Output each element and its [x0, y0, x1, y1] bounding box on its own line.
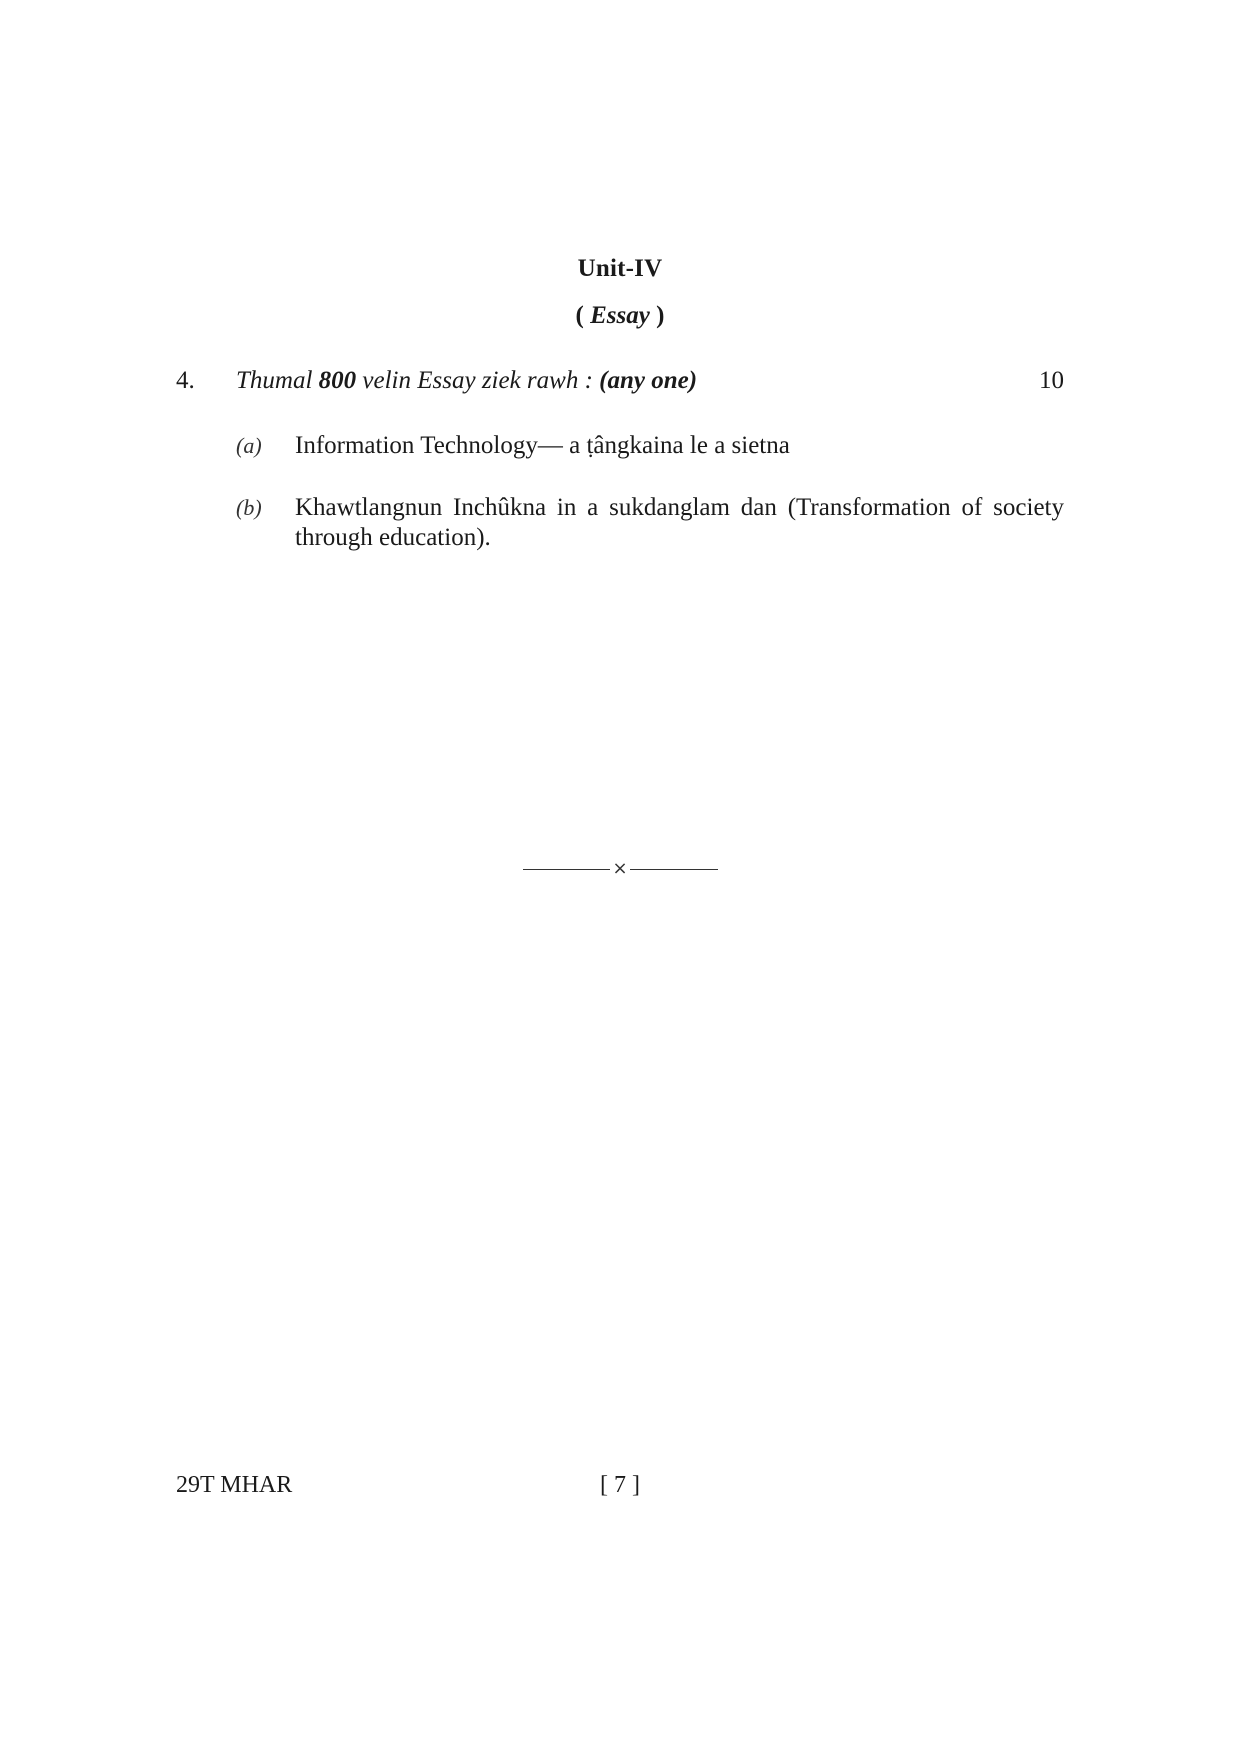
question-word-count: 800 [318, 367, 357, 394]
option-a [236, 431, 1064, 461]
section-close-paren: ) [649, 302, 665, 329]
option-label: (a) [236, 433, 262, 458]
question-text [236, 367, 697, 395]
end-cross-mark: × [612, 858, 628, 879]
question-text-part1: Thumal [236, 367, 319, 394]
section-name: Essay [590, 302, 650, 329]
page-number: [ 7 ] [600, 1472, 640, 1498]
question-text-part2: velin Essay ziek rawh : [356, 367, 600, 394]
option-label: (b) [236, 495, 262, 520]
unit-title: Unit-IV [577, 255, 663, 282]
question-marks: 10 [1039, 367, 1064, 394]
option-b [236, 493, 1064, 553]
question-row [176, 367, 1064, 399]
question-instruction: (any one) [599, 367, 698, 394]
section-title [0, 302, 1240, 330]
section-open-paren: ( [575, 302, 591, 329]
divider-line-left [523, 869, 610, 870]
option-text: Information Technology— a ṭângkaina le a sietna [295, 432, 790, 459]
divider-line-right [630, 869, 718, 870]
end-of-paper-mark [523, 858, 718, 878]
question-number: 4. [176, 367, 195, 394]
option-text: Khawtlangnun Inchûkna in a sukdanglam dan (Transformation of society through education). [295, 494, 1064, 551]
paper-code: 29T MHAR [176, 1472, 293, 1498]
